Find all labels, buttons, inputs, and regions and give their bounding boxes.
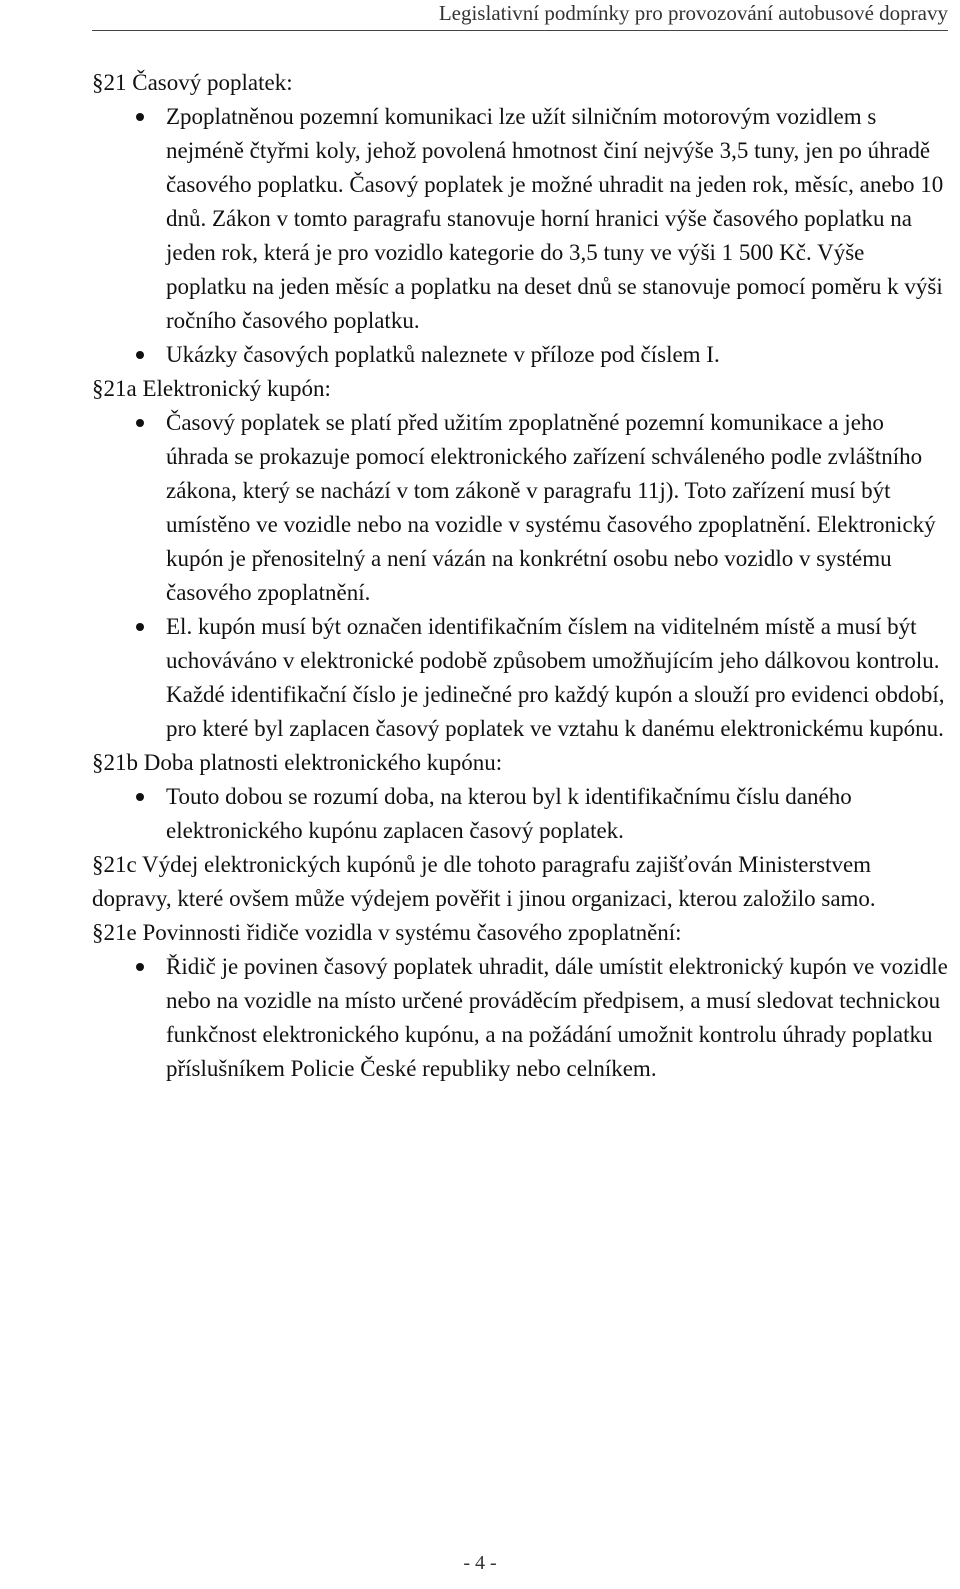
list-item-text: Zpoplatněnou pozemní komunikaci lze užít silničním motorovým vozidlem s nejméně čtyřmi koly, jehož povolená hmotnost činí nejvýše 3,5 tuny, jen po úhradě časového poplatku. Časový poplatek je možné uhradit na jeden rok, měsíc, anebo 10 dnů. Zákon v tomto paragrafu stanovuje horní hranici výše časového poplatku na jeden rok, která je pro vozidlo kategorie do 3,5 tuny ve výši 1 500 Kč. Výše poplatku na jeden měsíc a poplatku na deset dnů se stanovuje pomocí poměru k výši ročního časového poplatku. — [166, 104, 944, 333]
bullet-icon — [136, 419, 144, 427]
list-item — [92, 780, 948, 848]
list-item-text: Touto dobou se rozumí doba, na kterou byl k identifikačnímu číslu daného elektronického kupónu zaplacen časový poplatek. — [166, 784, 852, 843]
section-paragraph: §21c Výdej elektronických kupónů je dle tohoto paragrafu zajišťován Ministerstvem dopravy, které ovšem může výdejem pověřit i jinou organizaci, kterou založilo samo. — [92, 852, 876, 911]
bullet-list — [92, 100, 948, 372]
bullet-list — [92, 950, 948, 1086]
section-heading: §21a Elektronický kupón: — [92, 376, 331, 401]
list-item — [92, 610, 948, 746]
bullet-list — [92, 780, 948, 848]
page-number: - 4 - — [463, 1552, 497, 1574]
section-heading: §21 Časový poplatek: — [92, 70, 293, 95]
section-21 — [92, 66, 948, 372]
section-21a — [92, 372, 948, 746]
section-21b — [92, 746, 948, 848]
document-body — [92, 66, 948, 1086]
section-heading: §21b Doba platnosti elektronického kupónu: — [92, 750, 503, 775]
list-item-text: Řidič je povinen časový poplatek uhradit, dále umístit elektronický kupón ve vozidle nebo na vozidle na místo určené prováděcím předpisem, a musí sledovat technickou funkčnost elektronického kupónu, a na požádání umožnit kontrolu úhrady poplatku příslušníkem Policie České republiky nebo celníkem. — [166, 954, 948, 1081]
list-item-text: El. kupón musí být označen identifikačním číslem na viditelném místě a musí být uchováváno v elektronické podobě způsobem umožňujícím jeho dálkovou kontrolu. Každé identifikační číslo je jedinečné pro každý kupón a slouží pro evidenci období, pro které byl zaplacen časový poplatek ve vztahu k danému elektronickému kupónu. — [166, 614, 945, 741]
bullet-list — [92, 406, 948, 746]
header-divider — [92, 30, 948, 31]
bullet-icon — [136, 793, 144, 801]
section-21e — [92, 916, 948, 1086]
bullet-icon — [136, 623, 144, 631]
bullet-icon — [136, 351, 144, 359]
bullet-icon — [136, 113, 144, 121]
list-item — [92, 100, 948, 338]
list-item — [92, 338, 948, 372]
section-21c — [92, 848, 948, 916]
bullet-icon — [136, 963, 144, 971]
running-header: Legislativní podmínky pro provozování autobusové dopravy — [438, 1, 948, 25]
list-item — [92, 950, 948, 1086]
list-item-text: Ukázky časových poplatků naleznete v příloze pod číslem I. — [166, 342, 720, 367]
list-item — [92, 406, 948, 610]
list-item-text: Časový poplatek se platí před užitím zpoplatněné pozemní komunikace a jeho úhrada se prokazuje pomocí elektronického zařízení schváleného podle zvláštního zákona, který se nachází v tom zákoně v paragrafu 11j). Toto zařízení musí být umístěno ve vozidle nebo na vozidle v systému časového zpoplatnění. Elektronický kupón je přenositelný a není vázán na konkrétní osobu nebo vozidlo v systému časového zpoplatnění. — [166, 410, 936, 605]
section-heading: §21e Povinnosti řidiče vozidla v systému časového zpoplatnění: — [92, 920, 682, 945]
